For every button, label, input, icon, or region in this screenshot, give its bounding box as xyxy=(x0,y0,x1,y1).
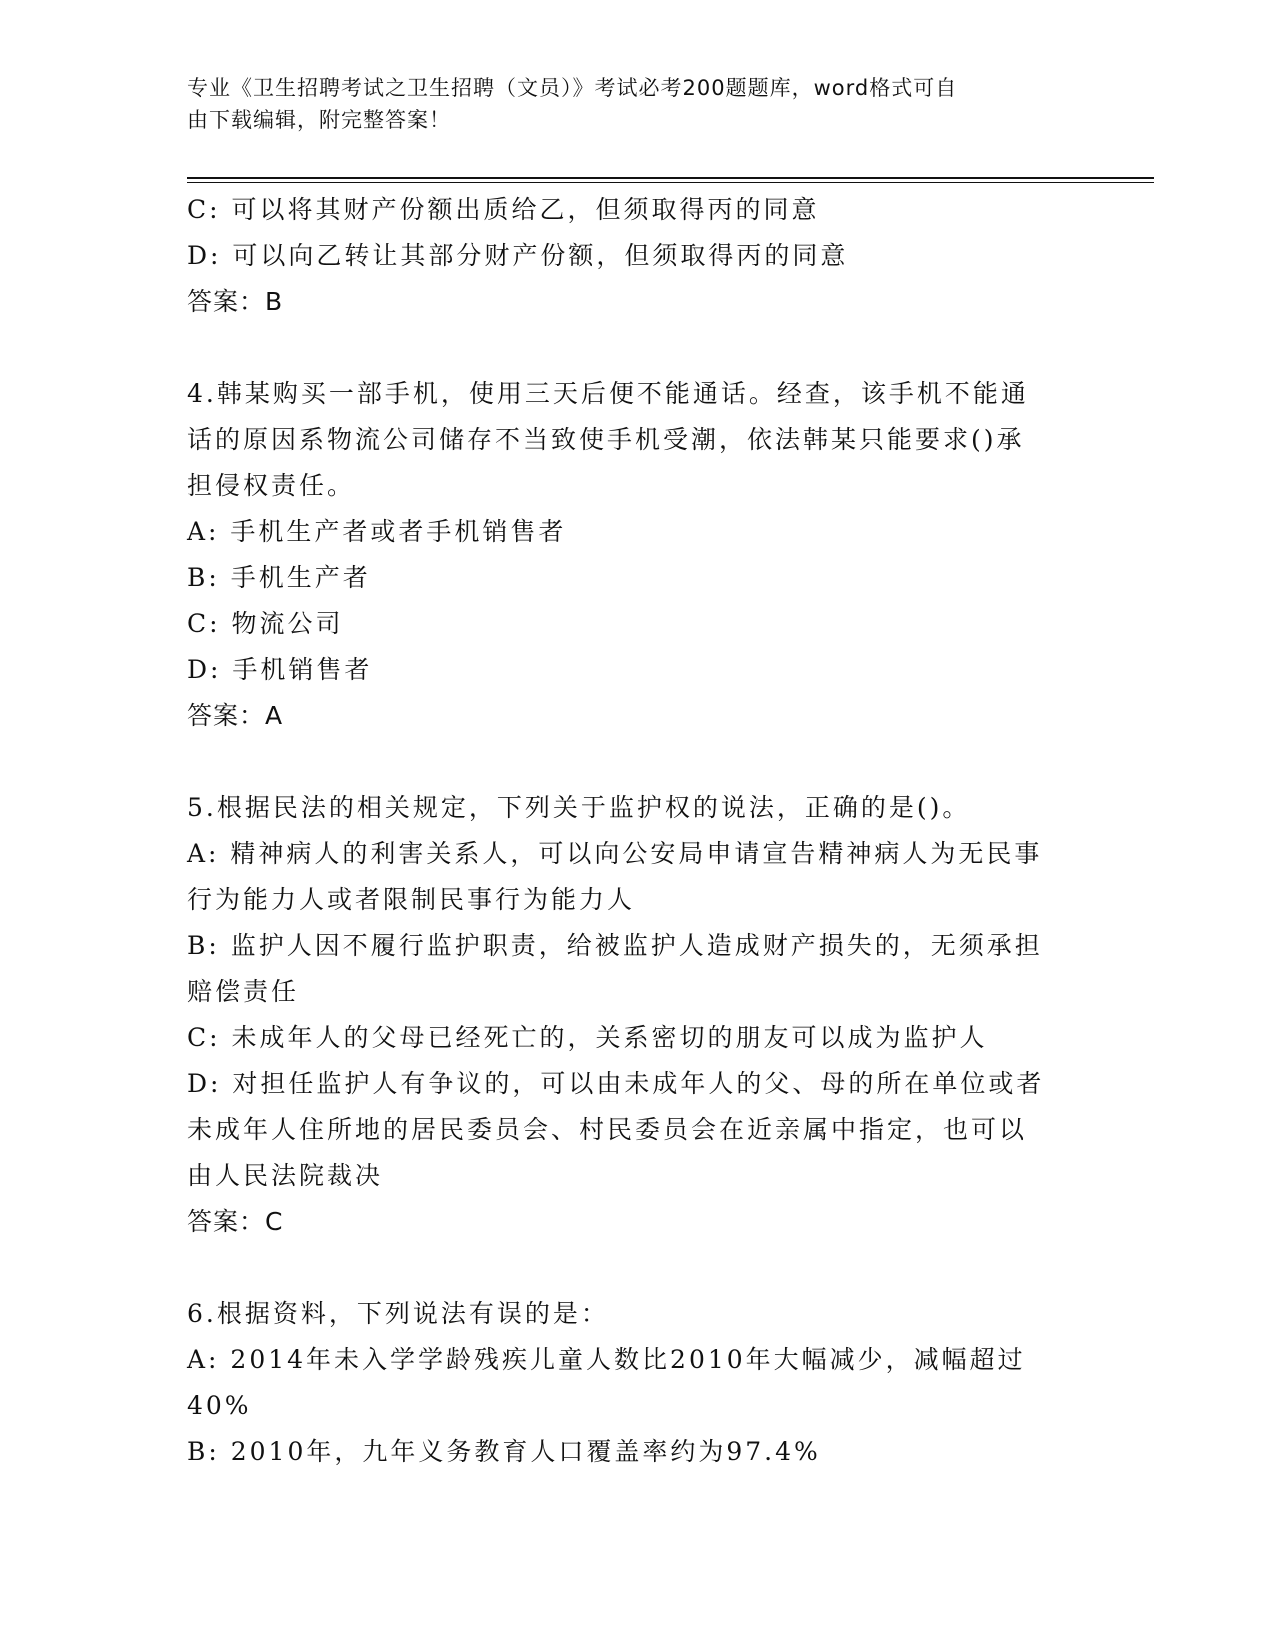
question-3 xyxy=(187,187,1087,325)
question-6 xyxy=(187,1291,1087,1475)
option-d-continued: 未成年人住所地的居民委员会、村民委员会在近亲属中指定，也可以 xyxy=(187,1115,1028,1144)
question-stem-line: 话的原因系物流公司储存不当致使手机受潮，依法韩某只能要求()承 xyxy=(187,425,1025,454)
option-b: B: 监护人因不履行监护职责，给被监护人造成财产损失的，无须承担 xyxy=(187,931,1043,960)
answer-line: 答案：B xyxy=(187,287,284,316)
header-divider-thin xyxy=(187,182,1154,183)
header-divider-thick xyxy=(187,177,1154,179)
spacer xyxy=(187,739,1087,785)
option-a-continued: 行为能力人或者限制民事行为能力人 xyxy=(187,885,636,914)
spacer xyxy=(187,325,1087,371)
option-c: C: 可以将其财产份额出质给乙，但须取得丙的同意 xyxy=(187,195,820,224)
option-a-continued: 40% xyxy=(187,1391,252,1420)
question-stem-line: 4.韩某购买一部手机，使用三天后便不能通话。经查，该手机不能通 xyxy=(187,379,1029,408)
spacer xyxy=(187,1245,1087,1291)
document-header xyxy=(187,72,1087,136)
question-5 xyxy=(187,785,1087,1245)
question-stem-line: 6.根据资料，下列说法有误的是： xyxy=(187,1299,609,1328)
option-d: D: 对担任监护人有争议的，可以由未成年人的父、母的所在单位或者 xyxy=(187,1069,1045,1098)
question-stem-line: 担侵权责任。 xyxy=(187,471,356,500)
option-b-continued: 赔偿责任 xyxy=(187,977,300,1006)
answer-line: 答案：C xyxy=(187,1207,284,1236)
header-line-1: 专业《卫生招聘考试之卫生招聘（文员）》考试必考200题题库，word格式可自 xyxy=(187,76,958,100)
option-d: D: 手机销售者 xyxy=(187,655,373,684)
option-a: A: 手机生产者或者手机销售者 xyxy=(187,517,567,546)
option-c: C: 物流公司 xyxy=(187,609,344,638)
option-d: D: 可以向乙转让其部分财产份额，但须取得丙的同意 xyxy=(187,241,849,270)
option-b: B: 2010年，九年义务教育人口覆盖率约为97.4% xyxy=(187,1437,821,1466)
option-a: A: 精神病人的利害关系人，可以向公安局申请宣告精神病人为无民事 xyxy=(187,839,1043,868)
question-4 xyxy=(187,371,1087,739)
answer-line: 答案：A xyxy=(187,701,284,730)
option-c: C: 未成年人的父母已经死亡的，关系密切的朋友可以成为监护人 xyxy=(187,1023,988,1052)
option-a: A: 2014年未入学学龄残疾儿童人数比2010年大幅减少，减幅超过 xyxy=(187,1345,1026,1374)
header-line-2: 由下载编辑，附完整答案！ xyxy=(187,108,451,132)
question-stem-line: 5.根据民法的相关规定，下列关于监护权的说法，正确的是()。 xyxy=(187,793,971,822)
document-body xyxy=(187,187,1087,1475)
option-b: B: 手机生产者 xyxy=(187,563,371,592)
option-d-continued: 由人民法院裁决 xyxy=(187,1161,384,1190)
